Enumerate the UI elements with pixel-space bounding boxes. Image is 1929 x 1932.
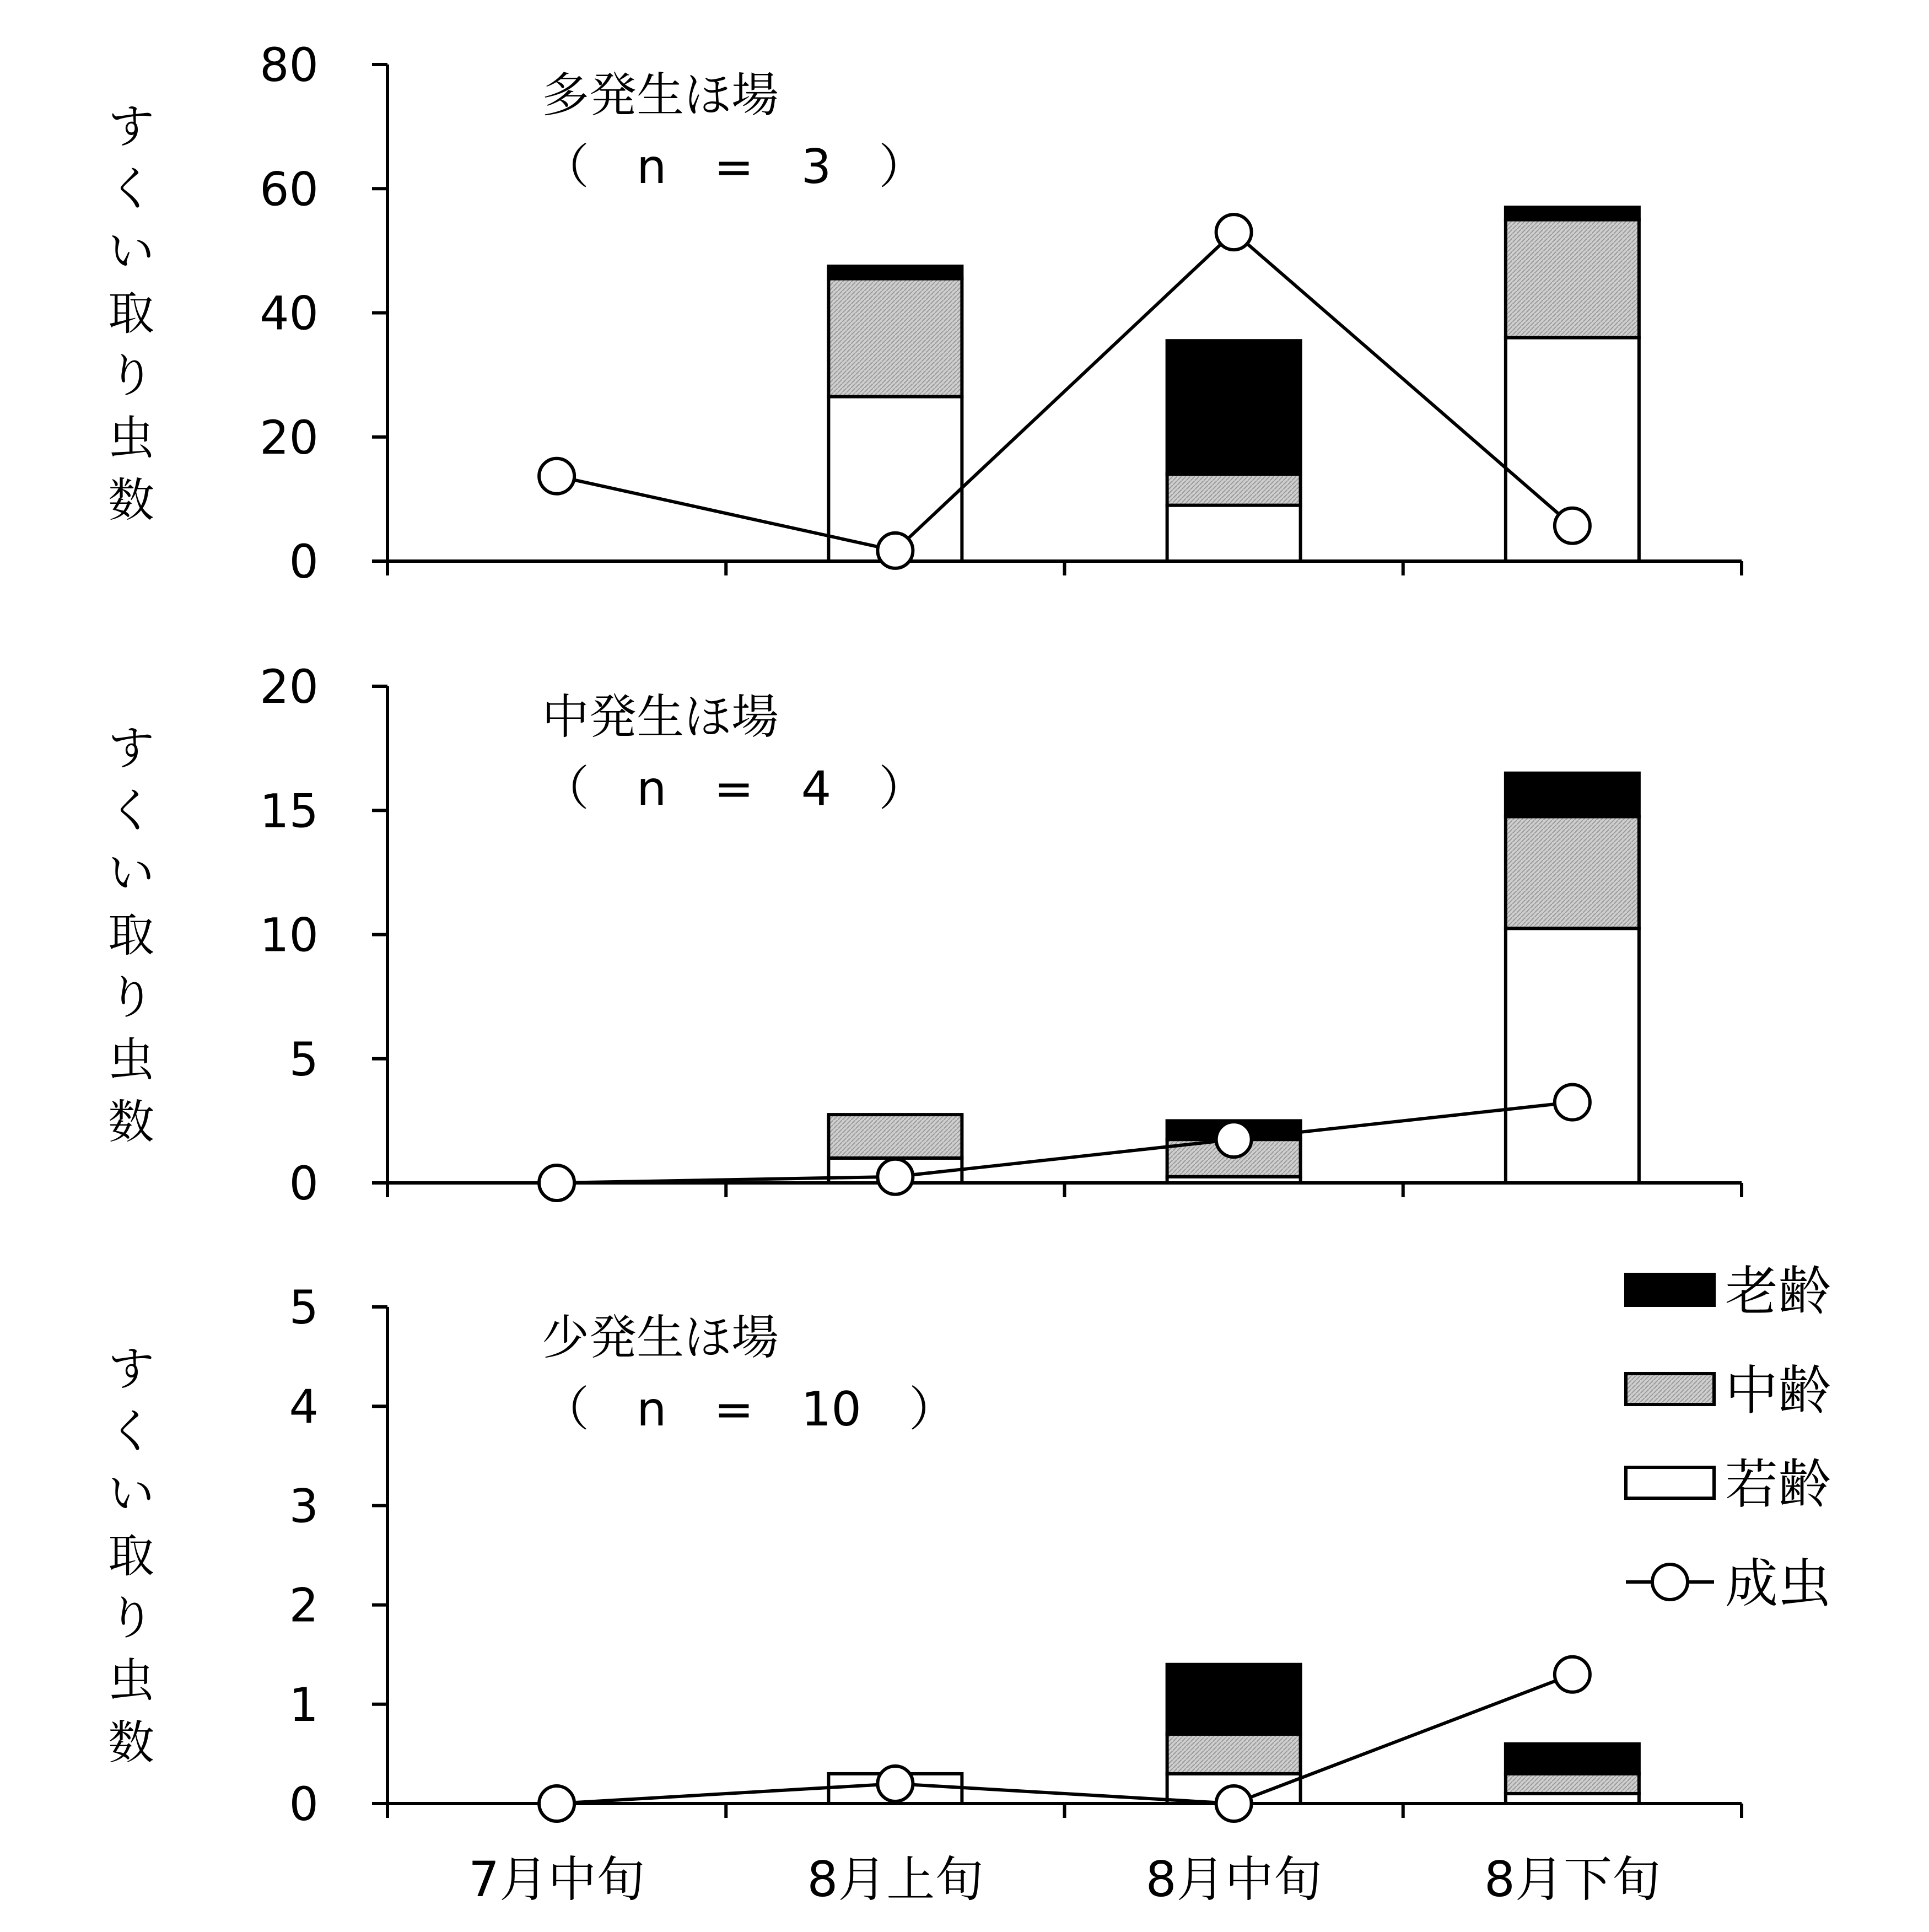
y-tick-label: 3 bbox=[289, 1479, 319, 1533]
y-tick-label: 40 bbox=[260, 286, 319, 341]
bar-middle-segment bbox=[828, 1115, 962, 1158]
bar-middle-segment bbox=[1506, 220, 1639, 338]
panel-title: 中発生ほ場 bbox=[542, 690, 779, 745]
y-tick-label: 20 bbox=[260, 410, 319, 465]
y-tick-label: 10 bbox=[260, 908, 319, 962]
y-axis-label-char: い bbox=[107, 224, 155, 278]
x-category-label: 8月上旬 bbox=[807, 1851, 984, 1908]
panel-title: 多発生ほ場 bbox=[542, 68, 779, 123]
y-tick-label: 60 bbox=[260, 162, 319, 217]
adult-point-marker bbox=[877, 1766, 913, 1801]
panel-sample-size: （ n = 4 ） bbox=[542, 761, 926, 816]
x-category-label: 8月中旬 bbox=[1145, 1851, 1322, 1908]
y-tick-label: 2 bbox=[289, 1578, 319, 1633]
chart-panel-3 bbox=[108, 1280, 1742, 1831]
y-tick-label: 0 bbox=[289, 1156, 319, 1210]
y-axis-label bbox=[108, 100, 154, 528]
y-axis-label-char: り bbox=[107, 348, 155, 403]
adult-point-marker bbox=[877, 533, 913, 568]
bar-old-segment bbox=[1167, 1665, 1301, 1734]
bar-middle-segment bbox=[1506, 1774, 1639, 1794]
y-axis-label-char: す bbox=[107, 721, 155, 776]
y-tick-label: 15 bbox=[260, 784, 319, 838]
adult-series-line bbox=[557, 1102, 1572, 1183]
adult-point-marker bbox=[1216, 1786, 1252, 1821]
y-tick-label: 5 bbox=[289, 1280, 319, 1334]
bar-old-segment bbox=[828, 266, 962, 279]
adult-series-line bbox=[557, 1675, 1572, 1804]
y-tick-label: 20 bbox=[260, 660, 319, 714]
y-axis-label-char: く bbox=[107, 162, 155, 216]
y-axis-label-char: 虫 bbox=[107, 1032, 155, 1087]
y-axis-label-char: 数 bbox=[107, 1715, 155, 1770]
legend bbox=[1626, 1261, 1831, 1615]
y-tick-label: 1 bbox=[289, 1677, 319, 1732]
adult-point-marker bbox=[1216, 1122, 1252, 1157]
adult-point-marker bbox=[877, 1159, 913, 1194]
y-tick-label: 5 bbox=[289, 1032, 319, 1086]
bar-old-segment bbox=[1506, 773, 1639, 817]
y-tick-label: 80 bbox=[260, 38, 319, 92]
y-axis-label-char: す bbox=[107, 99, 155, 154]
y-tick-label: 0 bbox=[289, 535, 319, 589]
panel-title: 少発生ほ場 bbox=[542, 1310, 779, 1365]
chart-panel-2 bbox=[108, 660, 1742, 1210]
bar-old-segment bbox=[1506, 207, 1639, 220]
y-tick-label: 4 bbox=[289, 1380, 319, 1434]
legend-label: 成虫 bbox=[1725, 1553, 1831, 1615]
legend-label: 若齢 bbox=[1725, 1454, 1831, 1515]
bar-young-segment bbox=[1506, 928, 1639, 1183]
y-axis-label-char: 取 bbox=[107, 1529, 155, 1583]
adult-point-marker bbox=[539, 1165, 574, 1201]
bar-middle-segment bbox=[1167, 474, 1301, 505]
x-category-label: 8月下旬 bbox=[1484, 1851, 1661, 1908]
panel-sample-size: （ n = 10 ） bbox=[542, 1382, 956, 1437]
bar-old-segment bbox=[1167, 341, 1301, 474]
y-axis-label-char: 取 bbox=[107, 908, 155, 962]
panel-sample-size: （ n = 3 ） bbox=[542, 139, 926, 195]
y-axis-label-char: り bbox=[107, 970, 155, 1025]
x-category-label: 7月中旬 bbox=[468, 1851, 645, 1908]
bar-middle-segment bbox=[1506, 817, 1639, 929]
bar-middle-segment bbox=[828, 279, 962, 397]
adult-series-line bbox=[557, 232, 1572, 551]
y-axis-label bbox=[108, 1342, 154, 1770]
legend-swatch bbox=[1626, 1374, 1714, 1404]
adult-point-marker bbox=[1216, 214, 1252, 250]
y-axis-label-char: く bbox=[107, 783, 155, 838]
y-axis-label-char: い bbox=[107, 1466, 155, 1521]
adult-point-marker bbox=[1555, 1657, 1590, 1692]
adult-point-marker bbox=[539, 1786, 574, 1821]
y-tick-label: 0 bbox=[289, 1777, 319, 1831]
adult-point-marker bbox=[1555, 508, 1590, 543]
adult-point-marker bbox=[1555, 1085, 1590, 1120]
legend-label: 老齢 bbox=[1725, 1261, 1831, 1322]
legend-swatch bbox=[1626, 1467, 1714, 1498]
adult-point-marker bbox=[539, 459, 574, 494]
legend-label: 中齢 bbox=[1725, 1360, 1831, 1422]
y-axis-label-char: く bbox=[107, 1404, 155, 1459]
y-axis-label-char: 数 bbox=[107, 1095, 155, 1149]
chart-panel-1 bbox=[108, 38, 1742, 589]
y-axis-label-char: す bbox=[107, 1342, 155, 1396]
y-axis-label-char: り bbox=[107, 1591, 155, 1645]
bar-old-segment bbox=[1506, 1744, 1639, 1774]
y-axis-label-char: 取 bbox=[107, 286, 155, 341]
y-axis-label bbox=[108, 722, 154, 1149]
y-axis-label-char: 虫 bbox=[107, 1653, 155, 1708]
legend-swatch bbox=[1626, 1274, 1714, 1305]
y-axis-label-char: い bbox=[107, 846, 155, 900]
y-axis-label-char: 虫 bbox=[107, 411, 155, 465]
bar-young-segment bbox=[1167, 505, 1301, 561]
bar-middle-segment bbox=[1167, 1734, 1301, 1774]
legend-adult-marker bbox=[1652, 1564, 1688, 1600]
y-axis-label-char: 数 bbox=[107, 473, 155, 528]
